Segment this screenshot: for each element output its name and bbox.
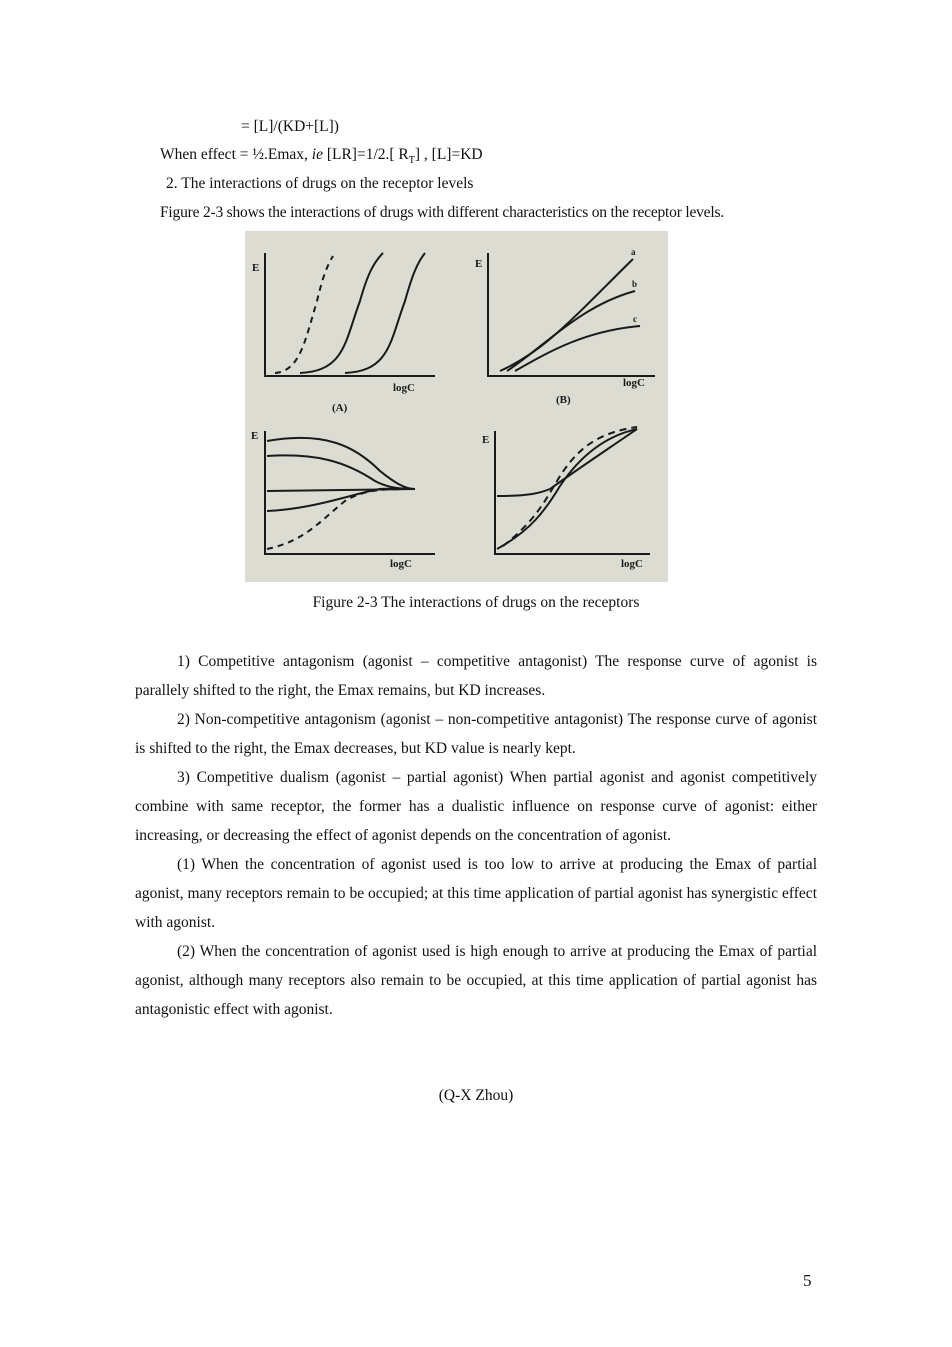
rt-subscript: T [408,155,415,167]
half-emax-text: When effect = ½.Emax, [160,146,312,163]
panel-b-curve-c [515,326,640,371]
ie-abbrev: ie [311,146,323,163]
kd-text: ] , [L]=KD [414,146,483,163]
lr-text: [LR]=1/2.[ R [322,146,409,163]
panel-b-curve-a [500,259,633,371]
figure-2-3 [245,231,668,582]
panel-a-curve-right [345,253,425,373]
panel-c-y-label: E [251,430,259,442]
panel-a-y-label: E [252,262,260,274]
panel-c-curve-2 [267,455,415,489]
paragraph-noncompetitive-antagonism: 2) Non-competitive antagonism (agonist – non-competitive antagonist) The response curve of agonist is shifted to the right, the Emax decreases, but KD value is nearly kept. [135,711,817,757]
curve-c-label: c [633,314,637,324]
panel-b-axes [488,253,655,376]
paragraph-high-concentration: (2) When the concentration of agonist used is high enough to arrive at producing the Emax of partial agonist, although many receptors also remain to be occupied, at this time application of partial agonist has antagonistic effect with agonist. [135,943,817,1018]
curve-a-label: a [631,247,636,257]
panel-d-curve-solid-1 [497,429,637,496]
panel-b-x-label: logC [623,377,645,389]
figure-caption: Figure 2-3 The interactions of drugs on the receptors [312,594,640,611]
page-number: 5 [803,1271,812,1290]
panel-a-axes [265,253,435,376]
panel-a-curve-mid [300,253,383,373]
panel-d-curve-solid-2 [497,429,637,549]
half-emax-line [160,145,483,171]
body-text [135,647,817,1024]
paragraph-competitive-antagonism: 1) Competitive antagonism (agonist – competitive antagonist) The response curve of agonist is parallely shifted to the right, the Emax remains, but KD increases. [135,653,817,699]
panel-c-x-label: logC [390,558,412,570]
section-heading: 2. The interactions of drugs on the receptor levels [166,175,474,192]
panel-d-curve-dashed [503,427,637,546]
author-credit: (Q-X Zhou) [438,1087,514,1104]
panel-d-x-label: logC [621,558,643,570]
paragraph-low-concentration: (1) When the concentration of agonist used is too low to arrive at producing the Emax of partial agonist, many receptors remain to be occupied; at this time application of partial agonist has synergistic effect with agonist. [135,856,817,931]
panel-b-curve-b [507,291,635,371]
panel-c-curve-4 [267,489,415,511]
equation-line: = [L]/(KD+[L]) [241,118,339,135]
panel-a-x-label: logC [393,382,415,394]
panel-a-curve-dashed [275,256,333,373]
paragraph-competitive-dualism: 3) Competitive dualism (agonist – partial agonist) When partial agonist and agonist competitively combine with same receptor, the former has a dualistic influence on response curve of agonist: either increasing, or decreasing the effect of agonist depends on the concentration of agonist. [135,769,817,844]
curve-b-label: b [632,279,638,289]
figure-intro-line: Figure 2-3 shows the interactions of drugs with different characteristics on the receptor levels. [160,204,724,221]
panel-b-y-label: E [475,258,483,270]
panel-d-y-label: E [482,434,490,446]
panel-a-label: (A) [332,402,348,414]
panel-b-label: (B) [556,394,571,406]
